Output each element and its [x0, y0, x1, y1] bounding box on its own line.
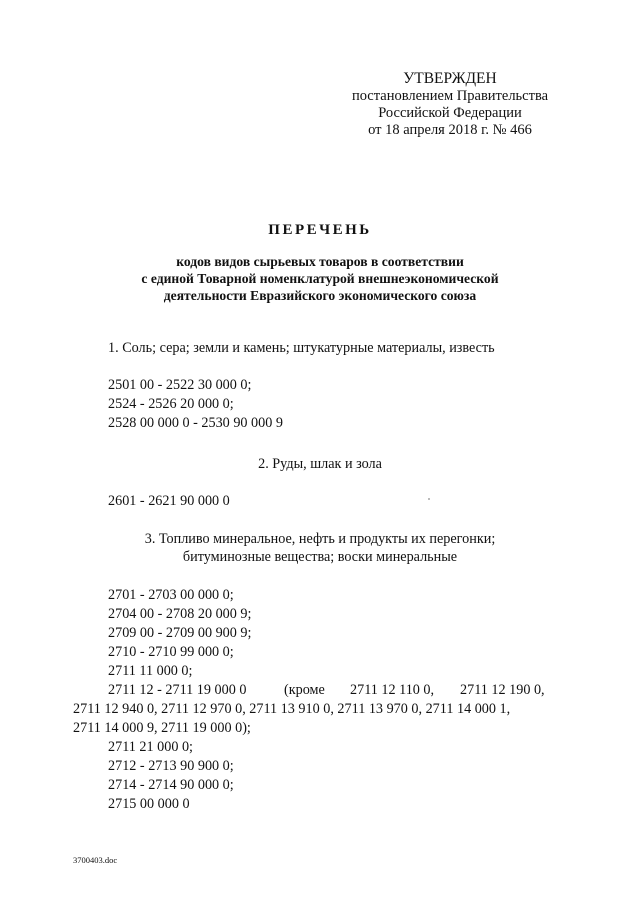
code-line: 2524 - 2526 20 000 0;: [108, 396, 234, 412]
code-line: 2701 - 2703 00 000 0;: [108, 587, 234, 603]
approval-heading: УТВЕРЖДЕН: [403, 70, 497, 87]
document-subtitle-line: деятельности Евразийского экономического союза: [163, 288, 477, 303]
document-subtitle-line: кодов видов сырьевых товаров в соответствии: [176, 254, 464, 269]
code-line: 2601 - 2621 90 000 0: [108, 493, 230, 509]
code-line: 2714 - 2714 90 000 0;: [108, 777, 234, 793]
exception-code: 2711 12 190 0,: [460, 682, 545, 698]
code-line: 2711 11 000 0;: [108, 663, 193, 679]
document-title: ПЕРЕЧЕНЬ: [268, 222, 372, 238]
section-3-heading-line: 3. Топливо минеральное, нефть и продукты их перегонки;: [144, 531, 496, 547]
code-line: 2704 00 - 2708 20 000 9;: [108, 606, 252, 622]
code-line: 2710 - 2710 99 000 0;: [108, 644, 234, 660]
exception-code: 2711 12 110 0,: [350, 682, 435, 698]
exception-range: 2711 12 - 2711 19 000 0: [108, 682, 247, 698]
exception-word: (кроме: [284, 682, 325, 698]
file-reference: 3700403.doc: [73, 855, 118, 865]
approval-line: Российской Федерации: [378, 105, 522, 121]
code-line: 2501 00 - 2522 30 000 0;: [108, 377, 252, 393]
code-line: 2528 00 000 0 - 2530 90 000 9: [108, 415, 283, 431]
approval-block: [345, 70, 555, 139]
document-subtitle-line: с единой Товарной номенклатурой внешнеэкономической: [141, 271, 499, 286]
approval-line: постановлением Правительства: [351, 88, 549, 104]
approval-date-line: от 18 апреля 2018 г. № 466: [368, 122, 532, 138]
code-line: 2711 21 000 0;: [108, 739, 193, 755]
section-2-heading: 2. Руды, шлак и зола: [258, 456, 382, 472]
exception-line: 2711 12 940 0, 2711 12 970 0, 2711 13 910 0, 2711 13 970 0, 2711 14 000 1,: [73, 701, 511, 717]
document-title-block: [60, 222, 580, 304]
section-1-heading: 1. Соль; сера; земли и камень; штукатурные материалы, известь: [108, 340, 495, 356]
code-line: 2709 00 - 2709 00 900 9;: [108, 625, 252, 641]
section-3-heading: [0, 530, 640, 566]
scan-speck: [428, 498, 430, 500]
code-line: 2715 00 000 0: [108, 796, 190, 812]
exception-line: 2711 14 000 9, 2711 19 000 0);: [73, 720, 251, 736]
section-3-heading-line: битуминозные вещества; воски минеральные: [182, 549, 458, 565]
code-line: 2712 - 2713 90 900 0;: [108, 758, 234, 774]
